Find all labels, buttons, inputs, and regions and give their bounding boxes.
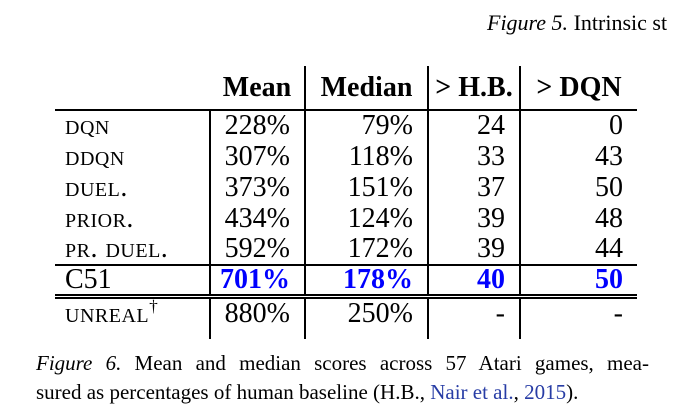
row-label: prior. — [65, 202, 134, 234]
table-row-pr-duel — [55, 234, 637, 265]
table-row-c51 — [55, 265, 637, 297]
gt-hb-value: 39 — [428, 203, 520, 234]
mean-value: 592% — [210, 234, 305, 265]
figure5-caption — [487, 10, 667, 36]
figure5-text: Intrinsic st — [568, 10, 668, 35]
median-value: 118% — [305, 141, 428, 172]
caption-text-3: ). — [566, 380, 579, 404]
caption-line-1 — [36, 349, 649, 378]
mean-value: 434% — [210, 203, 305, 234]
gt-hb-value: 40 — [428, 265, 520, 297]
header-cell-gt-dqn: > DQN — [520, 66, 637, 110]
header-cell-gt-hb: > H.B. — [428, 66, 520, 110]
gt-dqn-value: - — [520, 297, 637, 339]
mean-value: 228% — [210, 110, 305, 141]
mean-value: 701% — [210, 265, 305, 297]
row-label: dqn — [65, 110, 110, 141]
median-value: 172% — [305, 234, 428, 265]
gt-hb-value: 37 — [428, 172, 520, 203]
caption-text-1: Mean and median scores across 57 Atari games, mea- — [121, 351, 649, 375]
median-value: 124% — [305, 203, 428, 234]
caption-text-2: sured as percentages of human baseline (H.B., — [36, 380, 431, 404]
header-cell-empty — [55, 66, 210, 110]
row-label: unreal† — [65, 296, 158, 329]
gt-dqn-value: 50 — [520, 172, 637, 203]
mean-value: 880% — [210, 297, 305, 339]
caption-separator: , — [513, 380, 525, 404]
gt-hb-value: 24 — [428, 110, 520, 141]
gt-hb-value: 39 — [428, 234, 520, 265]
median-value: 178% — [305, 265, 428, 297]
table-row-dqn — [55, 110, 637, 141]
mean-value: 373% — [210, 172, 305, 203]
table-row-prior — [55, 203, 637, 234]
gt-hb-value: - — [428, 297, 520, 339]
header-cell-median: Median — [305, 66, 428, 110]
header-cell-mean: Mean — [210, 66, 305, 110]
row-label: pr. duel. — [65, 233, 169, 264]
citation-link-year[interactable]: 2015 — [524, 380, 567, 404]
gt-dqn-value: 50 — [520, 265, 637, 297]
dagger-footnote-marker: † — [149, 296, 158, 316]
gt-dqn-value: 43 — [520, 141, 637, 172]
figure5-label: Figure 5. — [487, 10, 569, 35]
gt-dqn-value: 48 — [520, 203, 637, 234]
figure6-caption — [36, 349, 649, 407]
citation-link-nair[interactable]: Nair et al. — [430, 380, 514, 404]
caption-line-2 — [36, 378, 649, 407]
table-row-duel — [55, 172, 637, 203]
gt-dqn-value: 44 — [520, 234, 637, 265]
table-row-ddqn — [55, 141, 637, 172]
table-row-unreal — [55, 297, 637, 339]
row-label: duel. — [65, 171, 128, 203]
row-label: C51 — [55, 265, 210, 297]
mean-value: 307% — [210, 141, 305, 172]
median-value: 250% — [305, 297, 428, 339]
median-value: 151% — [305, 172, 428, 203]
row-label: ddqn — [65, 140, 125, 172]
gt-hb-value: 33 — [428, 141, 520, 172]
gt-dqn-value: 0 — [520, 110, 637, 141]
results-table — [55, 66, 637, 339]
header-row — [55, 66, 637, 110]
median-value: 79% — [305, 110, 428, 141]
figure6-label: Figure 6. — [36, 351, 122, 375]
